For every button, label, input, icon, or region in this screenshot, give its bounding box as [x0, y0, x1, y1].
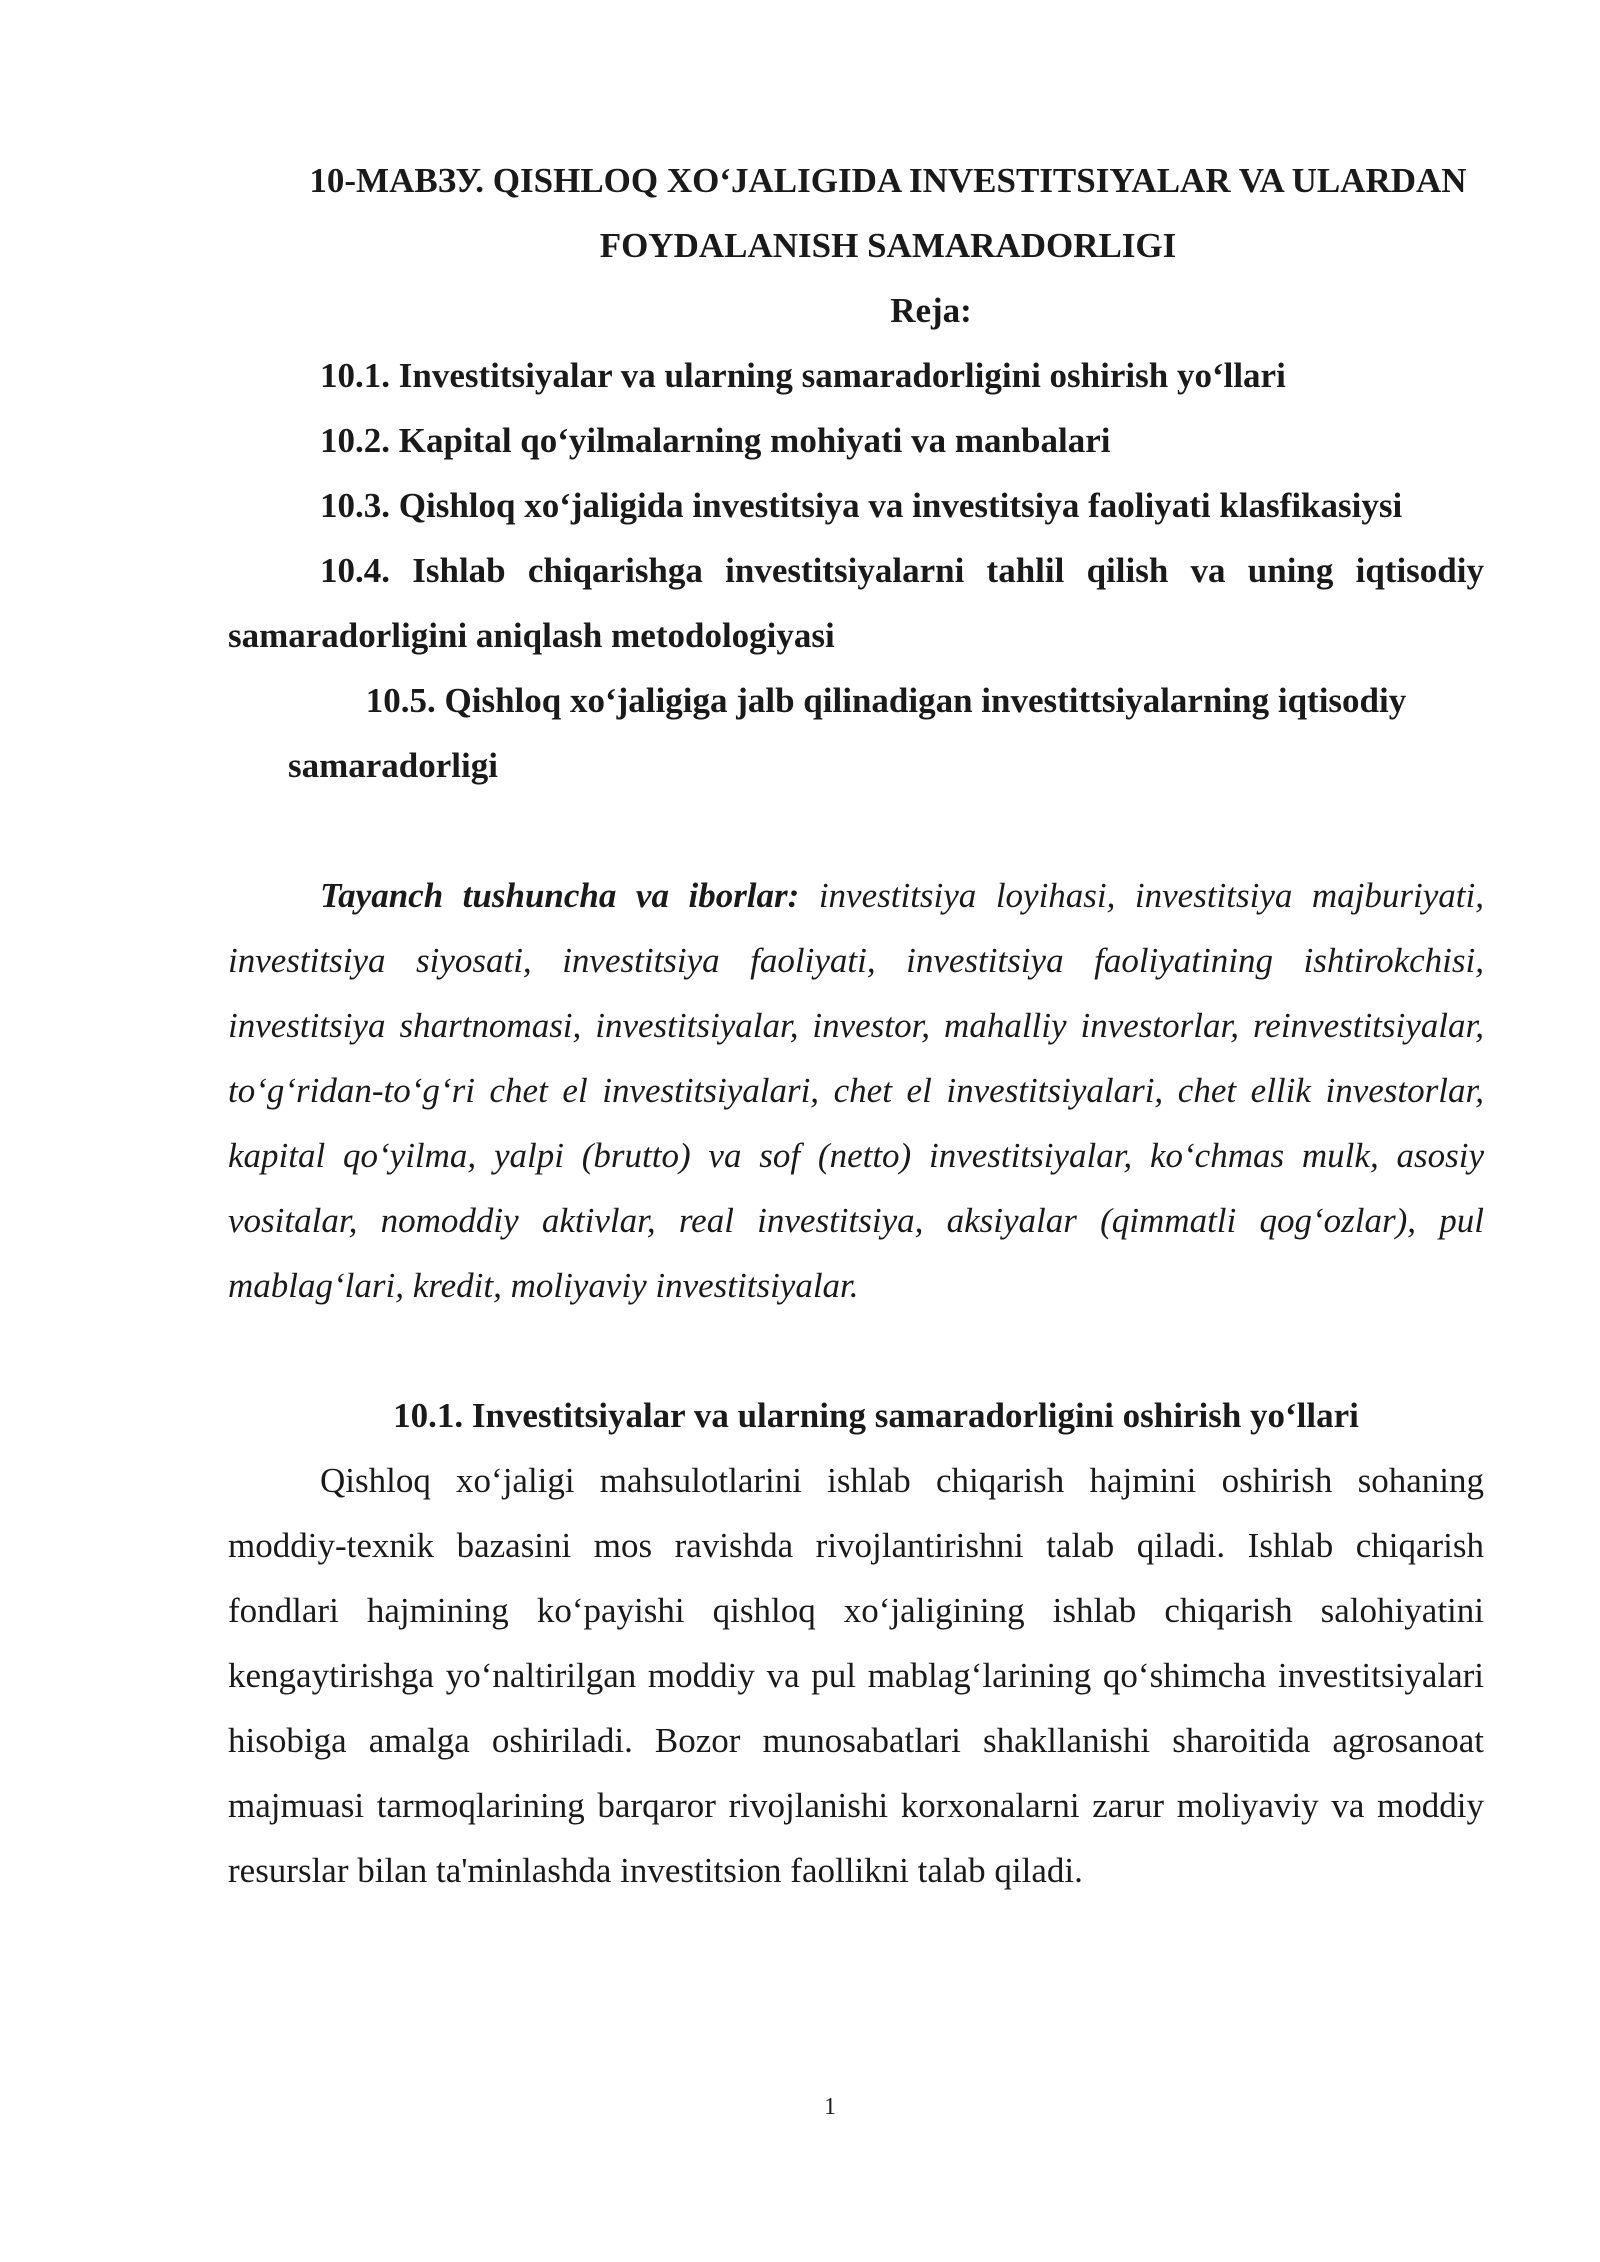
plan-item-3: 10.3. Qishloq xo‘jaligida investitsiya va investitsiya faoliyati klasfikasiysi: [320, 486, 1403, 525]
plan-item-5: 10.5. Qishloq xo‘jaligiga jalb qilinadigan investittsiyalarning iqtisodiy samaradorligi: [288, 681, 1407, 785]
plan-item-2: 10.2. Kapital qo‘yilmalarning mohiyati va manbalari: [320, 421, 1111, 460]
body-paragraph: Qishloq xo‘jaligi mahsulotlarini ishlab chiqarish hajmini oshirish sohaning moddiy-texnik bazasini mos ravishda rivojlantirishni talab qiladi. Ishlab chiqarish fondlari hajmining ko‘payishi qishloq xo‘jaligining ishlab chiqarish salohiyatini kengaytirishga yo‘naltirilgan moddiy va pul mablag‘larining qo‘shimcha investitsiyalari hisobiga amalga oshiriladi. Bozor munosabatlari shakllanishi sharoitida agrosanoat majmuasi tarmoqlarining barqaror rivojlanishi korxonalarni zarur moliyaviy va moddiy resurslar bilan ta'minlashda investitsion faollikni talab qiladi.: [228, 1461, 1484, 1890]
document-title: 10-МАВЗУ. QISHLOQ XO‘JALIGIDA INVESTITSIYALAR VA ULARDAN FOYDALANISH SAMARADORLIGI: [309, 161, 1467, 265]
spacer: [228, 798, 1484, 863]
plan-item-4: 10.4. Ishlab chiqarishga investitsiyalarni tahlil qilish va uning iqtisodiy samaradorligini aniqlash metodologiyasi: [228, 551, 1484, 655]
section-heading: 10.1. Investitsiyalar va ularning samaradorligini oshirish yo‘llari: [393, 1396, 1359, 1435]
keywords-label: Tayanch tushuncha va iborlar:: [320, 876, 800, 915]
keywords-text: investitsiya loyihasi, investitsiya majburiyati, investitsiya siyosati, investitsiya faoliyati, investitsiya faoliyatining ishtirokchisi, investitsiya shartnomasi, investitsiyalar, investor, mahalliy investorlar, reinvestitsiyalar, to‘g‘ridan-to‘g‘ri chet el investitsiyalari, chet el investitsiyalari, chet ellik investorlar, kapital qo‘yilma, yalpi (brutto) va sof (netto) investitsiyalar, ko‘chmas mulk, asosiy vositalar, nomoddiy aktivlar, real investitsiya, aksiyalar (qimmatli qog‘ozlar), pul mablag‘lari, kredit, moliyaviy investitsiyalar.: [228, 876, 1484, 1305]
page-content: [228, 148, 1484, 1903]
keywords-paragraph: [228, 863, 1484, 1318]
plan-item-1: 10.1. Investitsiyalar va ularning samaradorligini oshirish yo‘llari: [320, 356, 1286, 395]
page-number: 1: [824, 2094, 836, 2120]
plan-label: Reja:: [890, 291, 972, 330]
spacer: [228, 1318, 1484, 1383]
